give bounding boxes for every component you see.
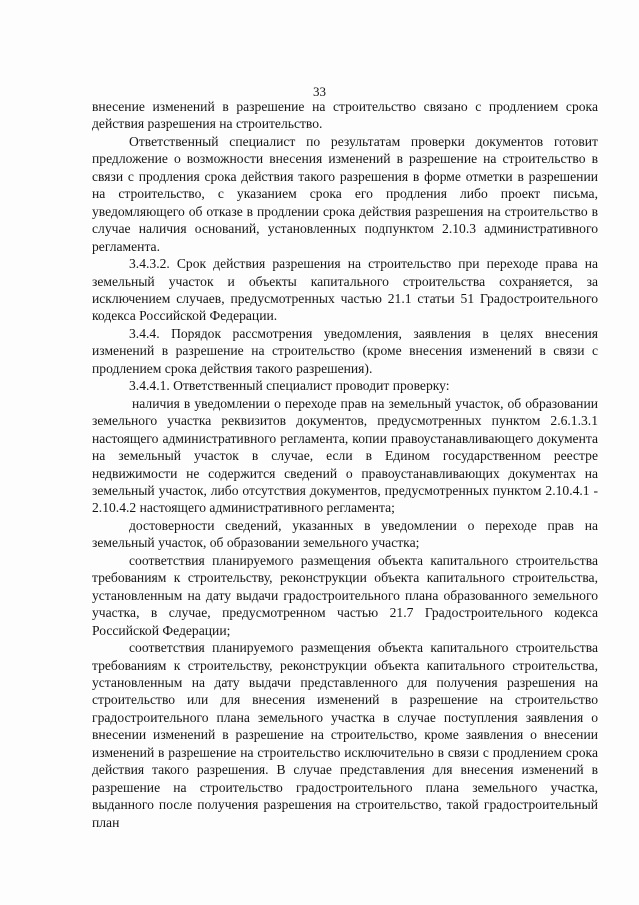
document-body (92, 98, 598, 831)
list-item-availability: наличия в уведомлении о переходе прав на земельный участок, об образовании земельного участка реквизитов документов, предусмотренных пунктом 2.6.1.3.1 настоящего административного регламента, копии правоустанавливающего документа на земельный участок в случае, если в Едином государственном реестре недвижимости не содержится сведений о правоустанавливающих документах на земельный участок, либо отсутствия документов, предусмотренных пунктом 2.10.4.1 - 2.10.4.2 настоящего административного регламента; (92, 395, 598, 516)
list-item-reliability: достоверности сведений, указанных в уведомлении о переходе прав на земельный участок, об образовании земельного участка; (92, 517, 598, 551)
paragraph-continuation: внесение изменений в разрешение на строительство связано с продлением срока действия разрешения на строительство. (92, 99, 598, 132)
paragraph-3-4-4-1: 3.4.4.1. Ответственный специалист проводит проверку: (129, 378, 450, 394)
page-number: 33 (313, 84, 326, 99)
paragraph-3-4-3-2: 3.4.3.2. Срок действия разрешения на строительство при переходе права на земельный участок и объекты капитального строительства сохраняется, за исключением случаев, предусмотренных частью 21.1 статьи 51 Градостроительного кодекса Российской Федерации. (92, 256, 598, 324)
list-item-compliance-1: соответствия планируемого размещения объекта капитального строительства требованиям к строительству, реконструкции объекта капитального строительства, установленным на дату выдачи градостроительного плана образованного земельного участка, в случае, предусмотренном частью 21.7 Градостроительного кодекса Российской Федерации; (92, 552, 598, 638)
paragraph-3-4-4: 3.4.4. Порядок рассмотрения уведомления, заявления в целях внесения изменений в разрешение на строительство (кроме внесения изменений в связи с продлением срока действия такого разрешения). (92, 325, 598, 376)
paragraph-proposal: Ответственный специалист по результатам проверки документов готовит предложение о возможности внесения изменений в разрешение на строительство в связи с продления срока действия такого разрешения в форме отметки в разрешении на строительство, с указанием срока его продления либо проект письма, уведомляющего об отказе в продлении срока действия разрешения на строительство в случае наличия оснований, установленных подпунктом 2.10.3 административного регламента. (92, 133, 598, 254)
list-item-compliance-2: соответствия планируемого размещения объекта капитального строительства требованиям к строительству, реконструкции объекта капитального строительства, установленным на дату выдачи представленного для получения разрешения на строительство или для внесения изменений в разрешение на строительство градостроительного плана земельного участка в случае поступления заявления о внесении изменений в разрешение на строительство, кроме заявления о внесении изменений в разрешение на строительство исключительно в связи с продлением срока действия такого разрешения. В случае представления для внесения изменений в разрешение на строительство градостроительного плана земельного участка, выданного после получения разрешения на строительство, такой градостроительный план (92, 640, 598, 830)
